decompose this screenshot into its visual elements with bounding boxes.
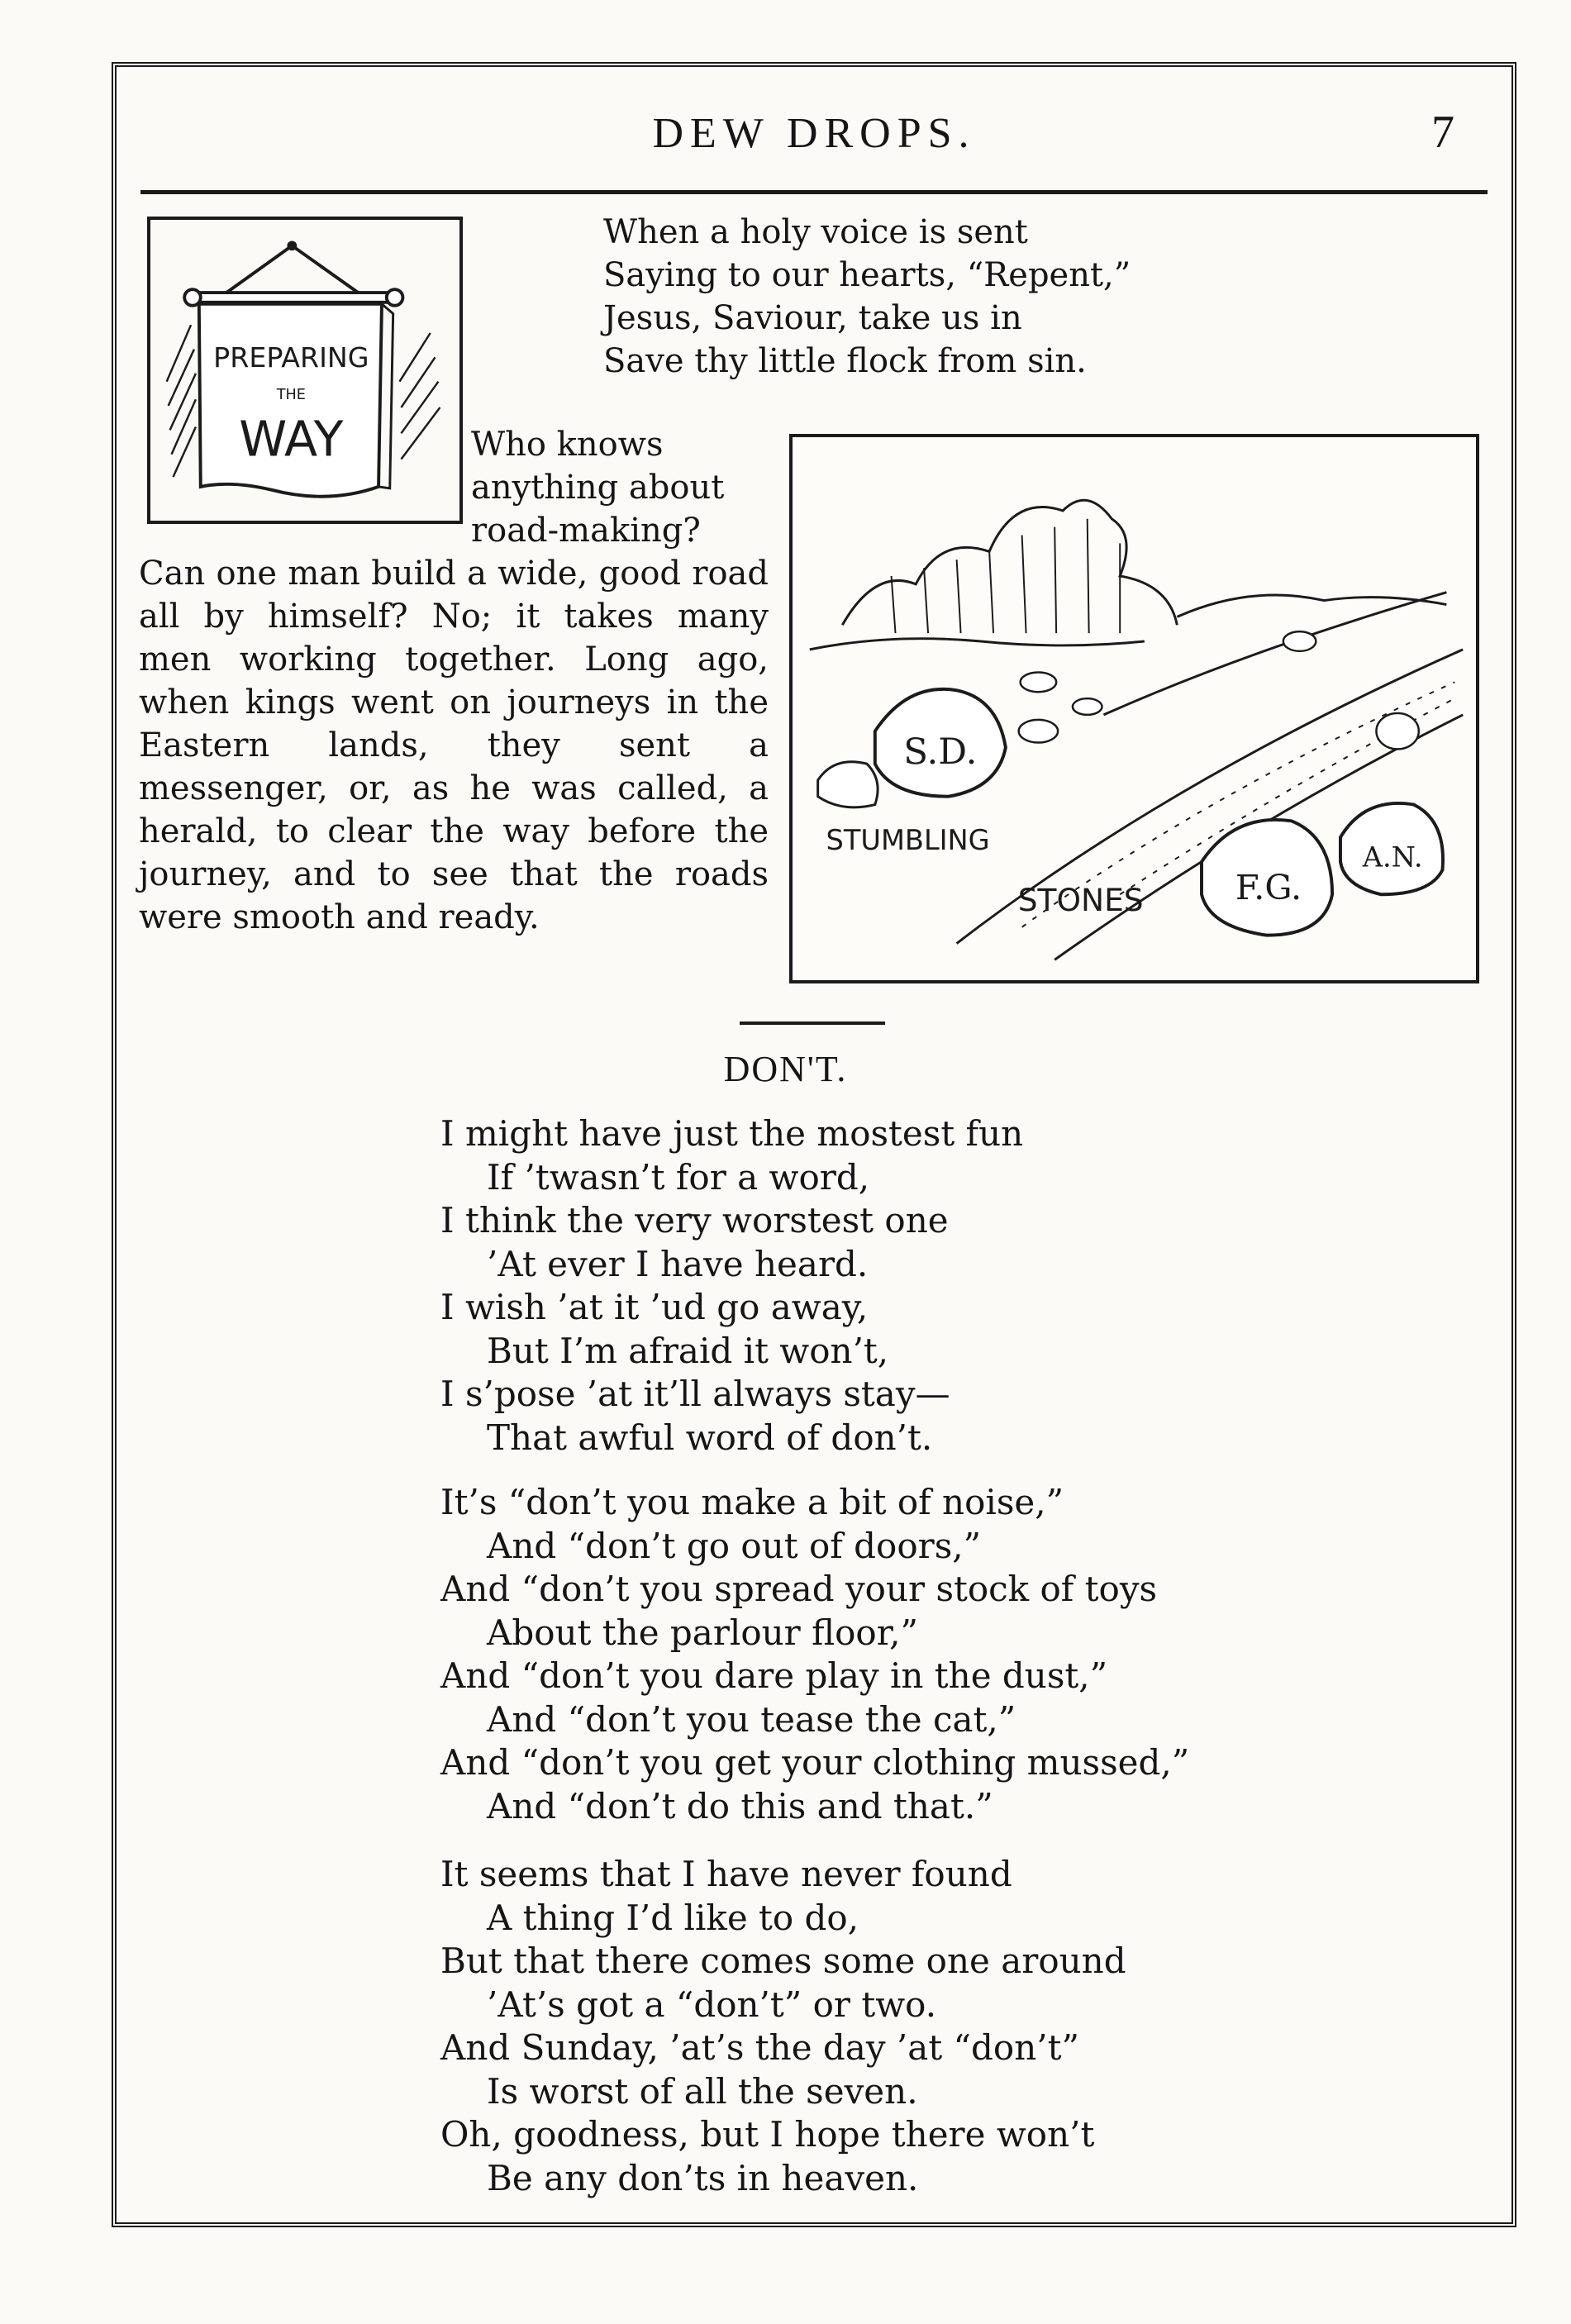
- page-number: 7: [1431, 107, 1454, 158]
- poem-line: ’At’s got a “don’t” or two.: [487, 1983, 937, 2025]
- prose-body: Can one man build a wide, good road all by himself? No; it takes many men working together. Long ago, when kings went on journeys in the Eastern lands, they sent a messenger, or, as he was called, a herald, to clear the way before the journey, and to see that the roads were smooth and ready.: [139, 555, 769, 936]
- prose-intro: Who knows anything about road-making?: [471, 426, 725, 550]
- section-divider: [740, 1022, 885, 1025]
- poem-stanza-1: [440, 1112, 1350, 1460]
- preparing-the-way-illustration: [147, 217, 463, 524]
- poem-line: That awful word of don’t.: [487, 1417, 933, 1458]
- stumbling-stones-illustration: [789, 434, 1479, 983]
- poem-line: About the parlour floor,”: [487, 1612, 918, 1653]
- verse-line: Jesus, Saviour, take us in: [603, 299, 1022, 337]
- stone-label-an: A.N.: [1362, 841, 1423, 874]
- poem-line: If ’twasn’t for a word,: [487, 1156, 870, 1198]
- poem-title: DON'T.: [723, 1049, 848, 1089]
- opening-verse: [603, 211, 1281, 383]
- poem-line: I wish ’at it ’ud go away,: [440, 1287, 869, 1327]
- verse-line: Save thy little flock from sin.: [603, 342, 1087, 380]
- poem-line: And “don’t go out of doors,”: [487, 1525, 982, 1566]
- verse-line: When a holy voice is sent: [603, 213, 1028, 251]
- sign-word-the: THE: [276, 387, 306, 404]
- poem-stanza-3: [440, 1853, 1350, 2200]
- sign-word-preparing: PREPARING: [213, 341, 369, 374]
- stone-label-sd: S.D.: [903, 731, 978, 774]
- poem-line: ’At ever I have heard.: [487, 1243, 869, 1284]
- poem-line: And “don’t you spread your stock of toys: [440, 1569, 1158, 1609]
- poem-line: I think the very worstest one: [440, 1200, 949, 1241]
- sign-word-way: WAY: [239, 411, 344, 468]
- stone-label-fg: F.G.: [1235, 867, 1302, 908]
- verse-line: Saying to our hearts, “Repent,”: [603, 256, 1131, 294]
- poem-line: And “don’t do this and that.”: [487, 1785, 993, 1826]
- poem-line: And Sunday, ’at’s the day ’at “don’t”: [440, 2027, 1079, 2068]
- poem-line: Oh, goodness, but I hope there won’t: [440, 2114, 1095, 2155]
- poem-line: And “don’t you get your clothing mussed,”: [440, 1742, 1190, 1783]
- running-head: [140, 99, 1488, 194]
- poem-line: And “don’t you tease the cat,”: [487, 1698, 1016, 1740]
- poem-line: But that there comes some one around: [440, 1941, 1126, 1981]
- poem-line: A thing I’d like to do,: [487, 1897, 859, 1938]
- poem-line: I might have just the mostest fun: [440, 1113, 1024, 1154]
- poem-line: But I’m afraid it won’t,: [487, 1330, 889, 1371]
- poem-stanza-2: [440, 1481, 1350, 1828]
- caption-stumbling: STUMBLING: [826, 823, 990, 856]
- poem-line: Is worst of all the seven.: [487, 2070, 918, 2112]
- poem-line: I s’pose ’at it’ll always stay—: [440, 1374, 950, 1414]
- poem-line: It seems that I have never found: [440, 1854, 1012, 1894]
- poem-line: Be any don’ts in heaven.: [487, 2157, 919, 2198]
- page-title: DEW DROPS.: [652, 110, 976, 157]
- poem-line: And “don’t you dare play in the dust,”: [440, 1655, 1108, 1696]
- poem-line: It’s “don’t you make a bit of noise,”: [440, 1482, 1064, 1522]
- caption-stones: STONES: [1017, 882, 1144, 919]
